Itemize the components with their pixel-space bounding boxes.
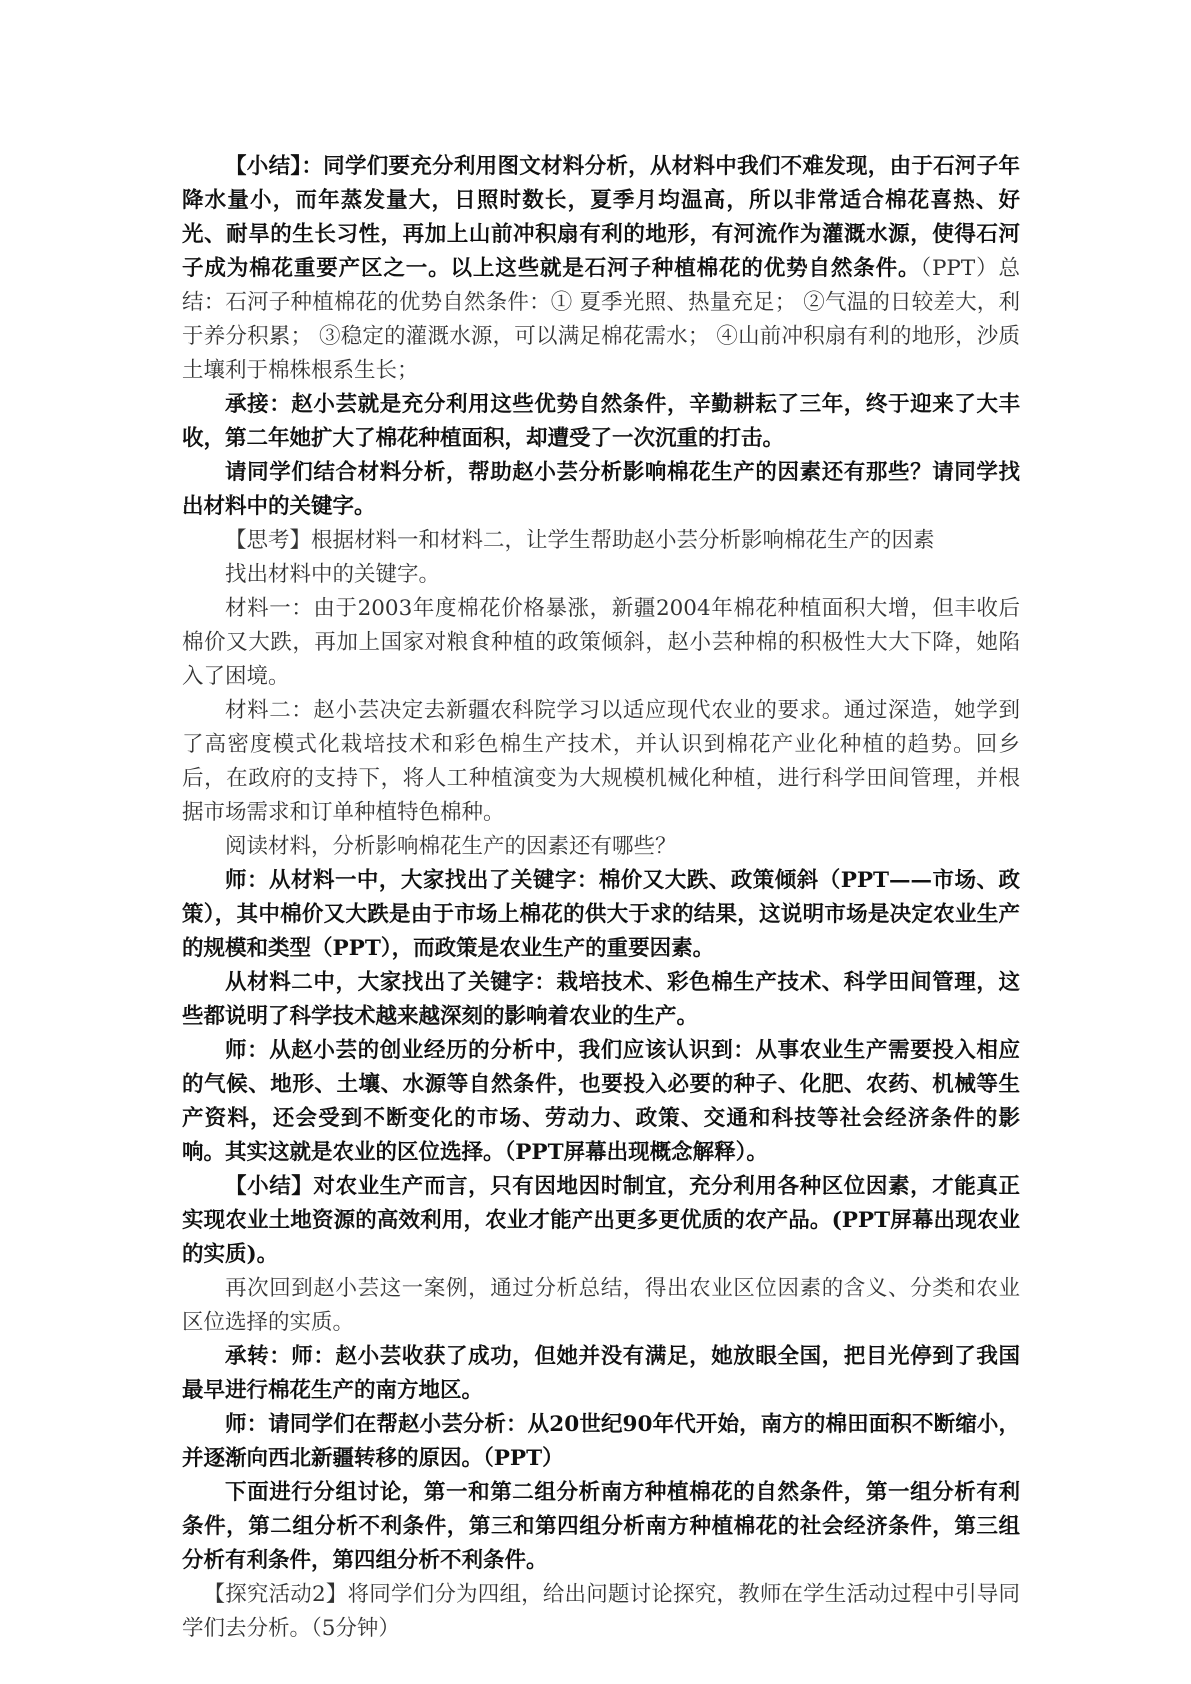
material-one-paragraph: 材料一：由于2003年度棉花价格暴涨，新疆2004年棉花种植面积大增，但丰收后棉价又大跌，再加上国家对粮食种植的政策倾斜，赵小芸种棉的积极性大大下降，她陷入了困境。 [182,596,1020,689]
think-paragraph-continued: 找出材料中的关键字。 [225,562,441,587]
ppt-summary-text: （PPT）总结：石河子种植棉花的优势自然条件：① 夏季光照、热量充足； ②气温的日较差大，利于养分积累； ③稳定的灌溉水源，可以满足棉花需水； ④山前冲积扇有利的地形，沙质土壤利于棉株根系生长； [182,256,1020,383]
question-paragraph: 请同学们结合材料分析，帮助赵小芸分析影响棉花生产的因素还有那些？请同学找出材料中的关键字。 [182,460,1020,519]
group-discussion-paragraph: 下面进行分组讨论，第一和第二组分析南方种植棉花的自然条件，第一组分析有利条件，第二组分析不利条件，第三和第四组分析南方种植棉花的社会经济条件，第三组分析有利条件，第四组分析不利条件。 [182,1480,1020,1573]
think-paragraph: 【思考】根据材料一和材料二，让学生帮助赵小芸分析影响棉花生产的因素 [225,528,935,553]
material-two-keywords-paragraph: 从材料二中，大家找出了关键字：栽培技术、彩色棉生产技术、科学田间管理，这些都说明了科学技术越来越深刻的影响着农业的生产。 [182,970,1020,1029]
teacher-question-paragraph: 师：请同学们在帮赵小芸分析：从20世纪90年代开始，南方的棉田面积不断缩小，并逐渐向西北新疆转移的原因。（PPT） [182,1412,1020,1471]
turn-paragraph: 承转：师：赵小芸收获了成功，但她并没有满足，她放眼全国，把目光停到了我国最早进行棉花生产的南方地区。 [182,1344,1020,1403]
teacher-analysis-paragraph: 师：从赵小芸的创业经历的分析中，我们应该认识到：从事农业生产需要投入相应的气候、地形、土壤、水源等自然条件，也要投入必要的种子、化肥、农药、机械等生产资料，还会受到不断变化的市场、劳动力、政策、交通和科技等社会经济条件的影响。其实这就是农业的区位选择。（PPT屏幕出现概念解释）。 [182,1038,1020,1165]
summary-paragraph [182,150,1020,388]
document-page [182,150,1020,1646]
reading-prompt-paragraph: 阅读材料，分析影响棉花生产的因素还有哪些？ [225,834,677,859]
case-review-paragraph: 再次回到赵小芸这一案例，通过分析总结，得出农业区位因素的含义、分类和农业区位选择的实质。 [182,1276,1020,1335]
transition-paragraph: 承接：赵小芸就是充分利用这些优势自然条件，辛勤耕耘了三年，终于迎来了大丰收，第二年她扩大了棉花种植面积，却遭受了一次沉重的打击。 [182,392,1020,451]
teacher-material-one-paragraph: 师：从材料一中，大家找出了关键字：棉价又大跌、政策倾斜（PPT——市场、政策），其中棉价又大跌是由于市场上棉花的供大于求的结果，这说明市场是决定农业生产的规模和类型（PPT），而政策是农业生产的重要因素。 [182,868,1020,961]
summary-text: 【小结】：同学们要充分利用图文材料分析，从材料中我们不难发现，由于石河子年降水量小，而年蒸发量大，日照时数长，夏季月均温高，所以非常适合棉花喜热、好光、耐旱的生长习性，再加上山前冲积扇有利的地形，有河流作为灌溉水源，使得石河子成为棉花重要产区之一。以上这些就是石河子种植棉花的优势自然条件。 [182,154,1020,281]
inquiry-activity-paragraph: 【探究活动2】将同学们分为四组，给出问题讨论探究，教师在学生活动过程中引导同学们去分析。（5分钟） [182,1582,1020,1641]
material-two-paragraph: 材料二：赵小芸决定去新疆农科院学习以适应现代农业的要求。通过深造，她学到了高密度模式化栽培技术和彩色棉生产技术，并认识到棉花产业化种植的趋势。回乡后，在政府的支持下，将人工种植演变为大规模机械化种植，进行科学田间管理，并根据市场需求和订单种植特色棉种。 [182,698,1020,825]
summary-two-paragraph: 【小结】对农业生产而言，只有因地因时制宜，充分利用各种区位因素，才能真正实现农业土地资源的高效利用，农业才能产出更多更优质的农产品。(PPT屏幕出现农业的实质)。 [182,1174,1020,1267]
